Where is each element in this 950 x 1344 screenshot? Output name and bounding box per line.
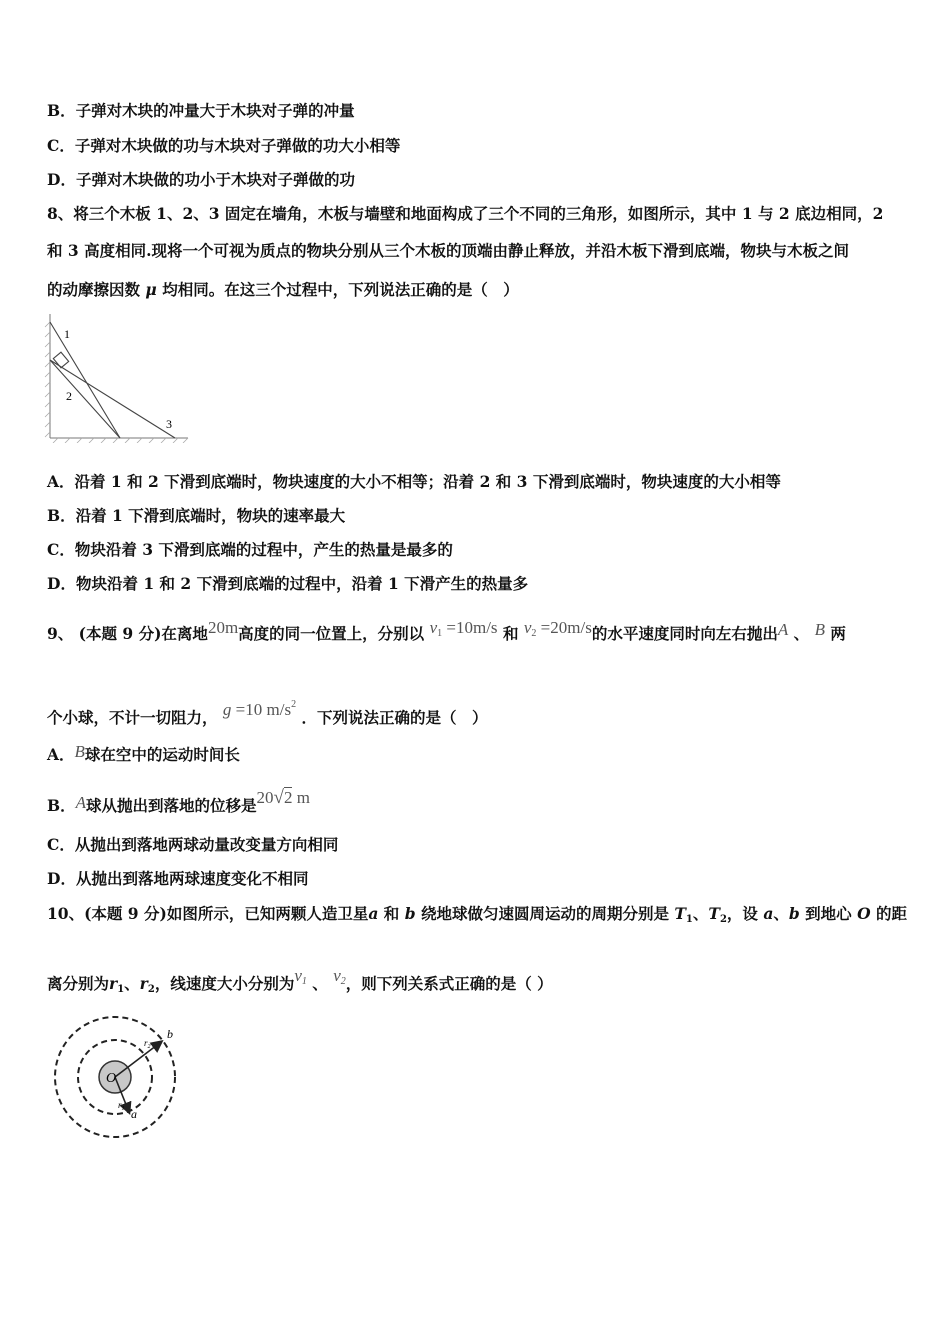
q9-option-b: B．A球从抛出到落地的位移是20√2 m — [47, 787, 310, 815]
q8-option-a: A．沿着 1 和 2 下滑到底端时，物块速度的大小不相等；沿着 2 和 3 下滑到底端时，物块速度的大小相等 — [47, 472, 781, 491]
q8-option-d: D．物块沿着 1 和 2 下滑到底端的过程中，沿着 1 下滑产生的热量多 — [47, 574, 529, 593]
q8-stem-line1: 8、将三个木板 1、2、3 固定在墙角，木板与墙壁和地面构成了三个不同的三角形，如图所示，其中 1 与 2 底边相同，2 — [47, 204, 884, 223]
q8-ramp-figure — [40, 308, 195, 443]
height-value: 20m — [207, 618, 239, 637]
v2-expression: $v_2 =20m/s$ — [523, 618, 592, 639]
ramp-label-3: 3 — [166, 417, 172, 431]
center-label: O — [106, 1071, 117, 1086]
ramp-label-2: 2 — [66, 389, 72, 403]
sat-b-label: b — [167, 1027, 173, 1041]
q9-option-c: C．从抛出到落地两球动量改变量方向相同 — [47, 835, 339, 854]
q8-option-b: B．沿着 1 下滑到底端时，物块的速率最大 — [47, 506, 346, 525]
q10-orbit-figure — [48, 1010, 183, 1145]
mu-symbol: μ — [145, 280, 157, 299]
q10-stem-line1: 10、(本题 9 分)如图所示，已知两颗人造卫星a 和 b 绕地球做匀速圆周运动的周期分别是 T1、T2，设 a、b 到地心 O 的距 — [47, 904, 908, 925]
q9-stem-line1: 9、 (本题 9 分)在离地20m高度的同一位置上，分别以 $v_1 =10m/s$ 和 $v_2 =20m/s$的水平速度同时向左右抛出A 、 B 两 — [47, 618, 846, 643]
q8-stem-line2: 和 3 高度相同.现将一个可视为质点的物块分别从三个木板的顶端由静止释放，并沿木板下滑到底端，物块与木板之间 — [47, 241, 849, 260]
v1-expression: $v_1 =10m/s$ — [429, 618, 498, 639]
r2-arrow — [115, 1042, 161, 1077]
q7-option-d: D．子弹对木块做的功小于木块对子弹做的功 — [47, 170, 355, 189]
gravity-expression: g =10 $m/s^2$ — [222, 699, 297, 719]
q9-stem-line2: 个小球，不计一切阻力， g =10 $m/s^2$ ．下列说法正确的是（ ） — [47, 699, 488, 727]
ramp-label-1: 1 — [64, 327, 70, 341]
q8-stem-line3: 的动摩擦因数 μ 均相同。在这三个过程中，下列说法正确的是（ ） — [47, 280, 519, 299]
q9-option-d: D．从抛出到落地两球速度变化不相同 — [47, 869, 309, 888]
q9-option-a: A．B球在空中的运动时间长 — [47, 742, 240, 764]
sat-a-label: a — [131, 1107, 137, 1121]
displacement-expression: 20√2 m — [256, 787, 310, 808]
q7-option-c: C．子弹对木块做的功与木块对子弹做的功大小相等 — [47, 136, 401, 155]
r2-label: $r_2$ — [144, 1038, 151, 1050]
r1-label: $r_1$ — [118, 1100, 125, 1112]
q8-option-c: C．物块沿着 3 下滑到底端的过程中，产生的热量是最多的 — [47, 540, 453, 559]
q10-stem-line2: 离分别为r1、r2，线速度大小分别为$v_1$ 、 $v_2$，则下列关系式正确的是（ ） — [47, 966, 553, 995]
q7-option-b: B．子弹对木块的冲量大于木块对子弹的冲量 — [47, 101, 355, 120]
